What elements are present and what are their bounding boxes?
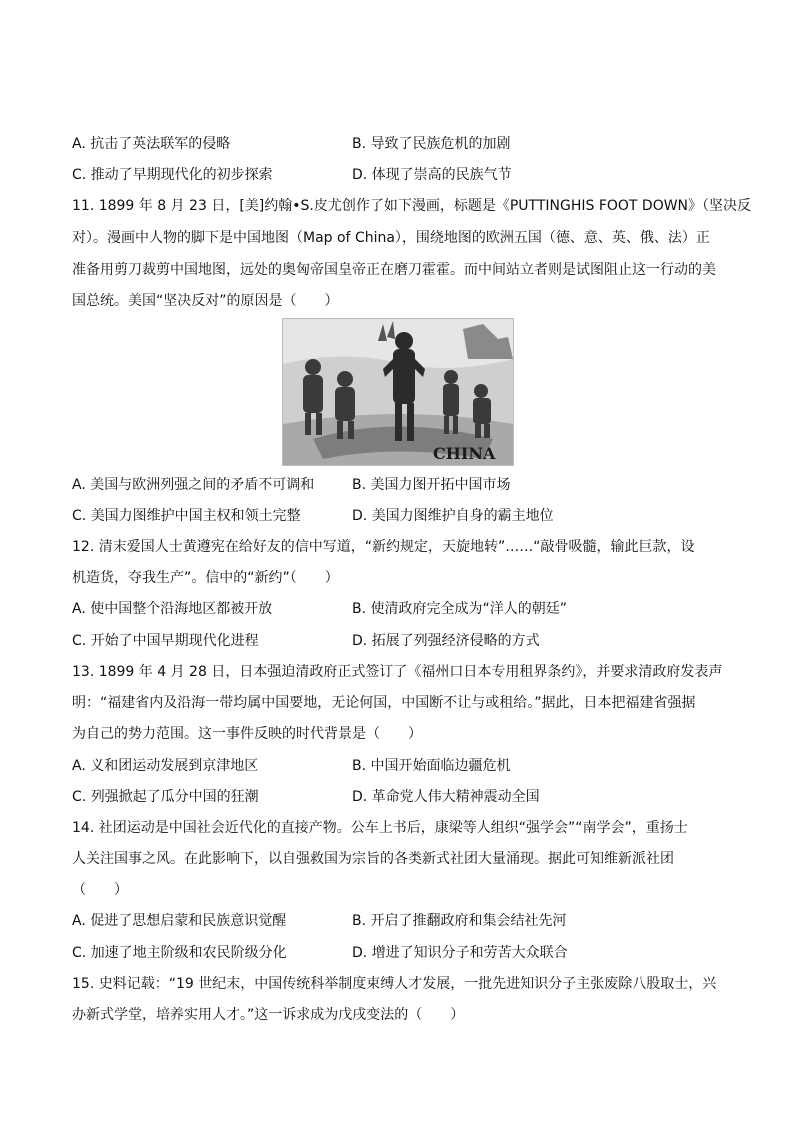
q13-option-a: A. 义和团运动发展到京津地区 (72, 758, 259, 774)
q13-option-b: B. 中国开始面临边疆危机 (352, 758, 511, 774)
q14-option-b: B. 开启了推翻政府和集会结社先河 (352, 913, 567, 929)
q13-stem-line: 为自己的势力范围。这一事件反映的时代背景是（ ） (72, 726, 422, 742)
q12-option-c: C. 开始了中国早期现代化进程 (72, 633, 259, 649)
q11-option-a: A. 美国与欧洲列强之间的矛盾不可调和 (72, 477, 315, 493)
q12-stem-line: 12. 清末爱国人士黄遵宪在给好友的信中写道，“新约规定，天旋地转”……“敲骨吸髓，输此巨款，设 (72, 539, 695, 555)
q14-option-a: A. 促进了思想启蒙和民族意识觉醒 (72, 913, 287, 929)
q15-stem-line: 15. 史料记载：“19 世纪末，中国传统科举制度束缚人才发展，一批先进知识分子主张废除八股取士，兴 (72, 976, 717, 992)
q10-option-b: B. 导致了民族危机的加剧 (352, 136, 511, 152)
q11-stem-line: 对）。漫画中人物的脚下是中国地图（Map of China），围绕地图的欧洲五国（德、意、英、俄、法）正 (72, 230, 710, 246)
q12-option-d: D. 拓展了列强经济侵略的方式 (352, 633, 540, 649)
q13-option-d: D. 革命党人伟大精神震动全国 (352, 789, 540, 805)
q11-option-d: D. 美国力图维护自身的霸主地位 (352, 508, 554, 524)
q14-option-d: D. 增进了知识分子和劳苦大众联合 (352, 945, 568, 961)
q13-option-c: C. 列强掀起了瓜分中国的狂潮 (72, 789, 259, 805)
q14-option-c: C. 加速了地主阶级和农民阶级分化 (72, 945, 287, 961)
q11-stem-line: 11. 1899 年 8 月 23 日，[美]约翰•S.皮尤创作了如下漫画，标题是《PUTTINGHIS FOOT DOWN》（坚决反 (72, 198, 752, 214)
q12-stem-line: 机造货，夺我生产”。信中的“新约”（ ） (72, 570, 339, 586)
q11-stem-line: 国总统。美国“坚决反对”的原因是（ ） (72, 293, 339, 309)
q11-option-c: C. 美国力图维护中国主权和领土完整 (72, 508, 301, 524)
q12-option-a: A. 使中国整个沿海地区都被开放 (72, 601, 273, 617)
q13-stem-line: 明：“福建省内及沿海一带均属中国要地，无论何国，中国断不让与或租给。”据此，日本把福建省强据 (72, 695, 696, 711)
q14-stem-line: （ ） (72, 882, 128, 898)
q15-stem-line: 办新式学堂，培养实用人才。”这一诉求成为戊戌变法的（ ） (72, 1007, 465, 1023)
cartoon-map-label: CHINA (433, 444, 496, 463)
q10-option-d: D. 体现了崇高的民族气节 (352, 167, 512, 183)
q10-option-c: C. 推动了早期现代化的初步探索 (72, 167, 273, 183)
q11-stem-line: 准备用剪刀裁剪中国地图，远处的奥匈帝国皇帝正在磨刀霍霍。而中间站立者则是试图阻止这一行动的美 (72, 262, 716, 278)
cartoon-image (282, 318, 514, 466)
q10-option-a: A. 抗击了英法联军的侵略 (72, 136, 231, 152)
q11-option-b: B. 美国力图开拓中国市场 (352, 477, 511, 493)
q14-stem-line: 14. 社团运动是中国社会近代化的直接产物。公车上书后，康梁等人组织“强学会”“南学会”，重扬士 (72, 820, 688, 836)
q14-stem-line: 人关注国事之风。在此影响下，以自强救国为宗旨的各类新式社团大量涌现。据此可知维新派社团 (72, 851, 674, 867)
q13-stem-line: 13. 1899 年 4 月 28 日，日本强迫清政府正式签订了《福州口日本专用租界条约》，并要求清政府发表声 (72, 664, 723, 680)
q12-option-b: B. 使清政府完全成为“洋人的朝廷” (352, 601, 568, 617)
